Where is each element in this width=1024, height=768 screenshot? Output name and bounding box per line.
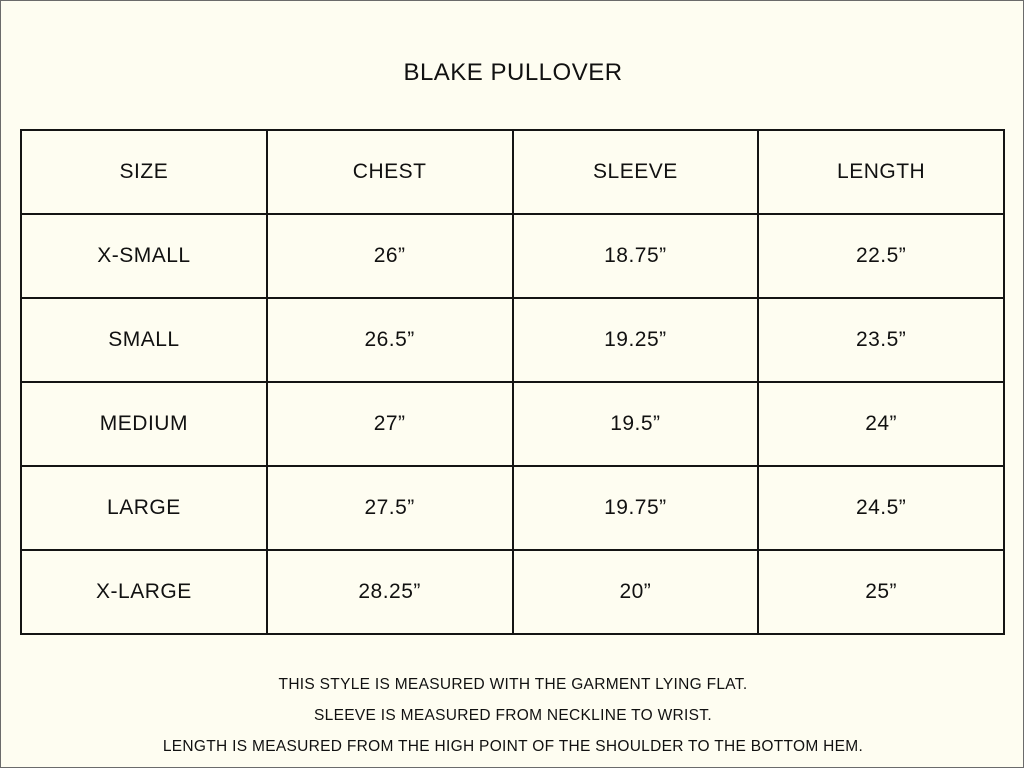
cell-size: MEDIUM (21, 382, 267, 466)
cell-chest: 26” (267, 214, 513, 298)
cell-sleeve: 20” (513, 550, 759, 634)
table-row (21, 298, 1004, 382)
cell-size: X-SMALL (21, 214, 267, 298)
measurement-notes (1, 669, 1024, 762)
cell-sleeve: 19.25” (513, 298, 759, 382)
cell-length: 22.5” (758, 214, 1004, 298)
cell-chest: 26.5” (267, 298, 513, 382)
cell-length: 25” (758, 550, 1004, 634)
cell-chest: 28.25” (267, 550, 513, 634)
cell-sleeve: 19.5” (513, 382, 759, 466)
cell-size: SMALL (21, 298, 267, 382)
cell-chest: 27.5” (267, 466, 513, 550)
table-row (21, 214, 1004, 298)
table-header-row (21, 130, 1004, 214)
cell-length: 23.5” (758, 298, 1004, 382)
header-size: SIZE (21, 130, 267, 214)
note-line: LENGTH IS MEASURED FROM THE HIGH POINT OF THE SHOULDER TO THE BOTTOM HEM. (162, 738, 864, 755)
table-row (21, 550, 1004, 634)
table-row (21, 382, 1004, 466)
size-table (20, 129, 1005, 635)
header-sleeve: SLEEVE (513, 130, 759, 214)
cell-size: X-LARGE (21, 550, 267, 634)
cell-length: 24.5” (758, 466, 1004, 550)
cell-length: 24” (758, 382, 1004, 466)
cell-sleeve: 18.75” (513, 214, 759, 298)
page-title: BLAKE PULLOVER (403, 59, 623, 86)
cell-sleeve: 19.75” (513, 466, 759, 550)
note-line: THIS STYLE IS MEASURED WITH THE GARMENT LYING FLAT. (278, 676, 748, 693)
cell-chest: 27” (267, 382, 513, 466)
header-length: LENGTH (758, 130, 1004, 214)
note-line: SLEEVE IS MEASURED FROM NECKLINE TO WRIST. (314, 707, 712, 724)
table-row (21, 466, 1004, 550)
header-chest: CHEST (267, 130, 513, 214)
cell-size: LARGE (21, 466, 267, 550)
